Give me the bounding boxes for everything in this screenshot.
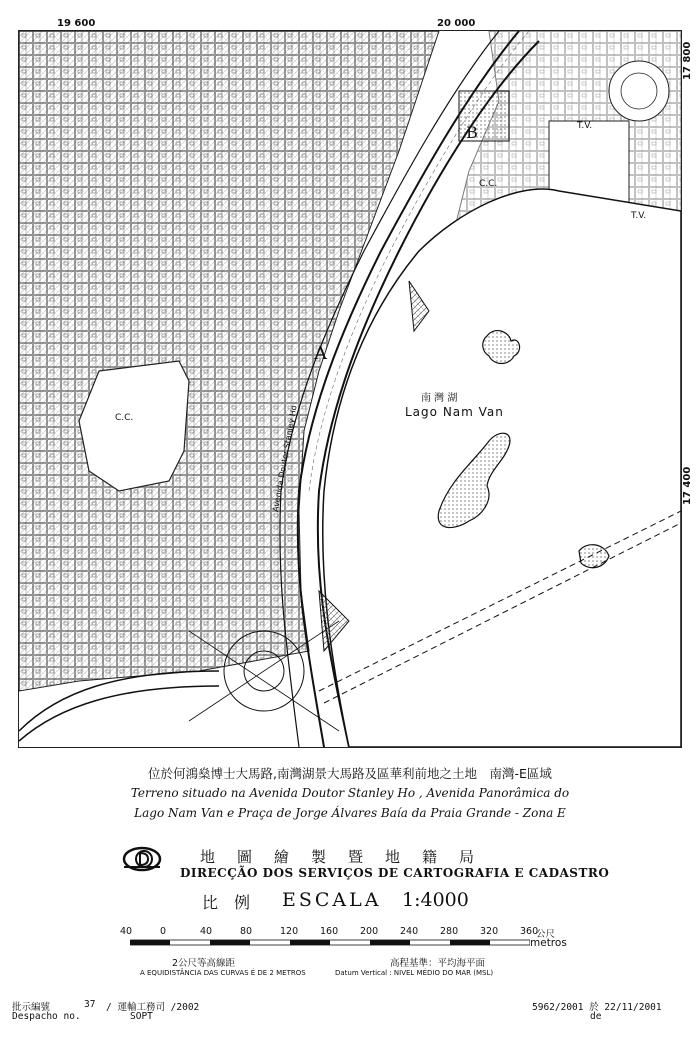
reference-number: 5962/2001 於 22/11/2001 (532, 1002, 662, 1013)
scale-tick-label: 280 (440, 926, 459, 937)
label-road: Avenida Doutor Stanley Ho (271, 404, 299, 513)
lake-label-pt: Lago Nam Van (405, 405, 504, 419)
datum-pt: Datum Vertical : NIVEL MÉDIO DO MAR (MSL) (335, 969, 494, 977)
lake-label-zh: 南 灣 湖 (421, 393, 458, 404)
caption-pt-line2: Lago Nam Van e Praça de Jorge Álvares Baía da Praia Grande - Zona E (134, 806, 566, 820)
scale-unit-pt: metros (530, 937, 567, 949)
lake-nam-van (323, 189, 681, 747)
map-drawing (19, 31, 681, 747)
grid-label-y-mid: 17 400 (682, 466, 693, 505)
scale-bar (120, 926, 540, 956)
scale-title-zh: 比 例 (202, 893, 251, 912)
scale-tick-label: 120 (280, 926, 299, 937)
scale-tick-label: 360 (520, 926, 539, 937)
contour-zh: 2公尺等高線距 (172, 958, 236, 969)
contour-pt: A EQUIDISTÂNCIA DAS CURVAS É DE 2 METROS (140, 969, 306, 977)
scale-tick-label: 0 (160, 926, 167, 937)
caption-pt-line1: Terreno situado na Avenida Doutor Stanley Ho , Avenida Panorâmica do (130, 786, 570, 800)
org-name-pt: DIRECÇÃO DOS SERVIÇOS DE CARTOGRAFIA E CADASTRO (180, 866, 610, 880)
reference-de: de (590, 1011, 602, 1022)
org-name-zh: 地圖繪製暨地籍局 (200, 848, 497, 866)
grid-label-x-east: 20 000 (437, 18, 476, 29)
dispatch-label-pt: Despacho no. (12, 1011, 81, 1022)
label-tv-1: T.V. (577, 121, 593, 131)
datum-zh: 高程基準：平均海平面 (390, 958, 486, 969)
label-cc-west: C.C. (115, 413, 134, 423)
dispatch-label-zh: 批示編號 (12, 1002, 51, 1013)
scale-tick-label: 80 (240, 926, 253, 937)
scale-tick-label: 320 (480, 926, 499, 937)
grid-label-x-west: 19 600 (57, 18, 96, 29)
cadastral-map[interactable] (18, 30, 682, 748)
scale-unit-zh: 公尺 (536, 929, 556, 940)
scale-title-label: ESCALA (282, 889, 382, 911)
label-tv-2: T.V. (631, 211, 647, 221)
dispatch-number: 37 (84, 999, 96, 1010)
label-cc-east: C.C. (479, 179, 498, 189)
marker-b: B (466, 123, 478, 142)
caption-zh: 位於何鴻燊博士大馬路,南灣湖景大馬路及區華利前地之土地 南灣-E區域 (148, 766, 552, 781)
scale-tick-label: 160 (320, 926, 339, 937)
dispatch-org: / 運輸工務司 /2002 (106, 1002, 200, 1013)
scale-tick-label: 240 (400, 926, 419, 937)
dscc-logo-icon (122, 843, 162, 875)
scale-tick-label: 40 (200, 926, 213, 937)
marker-a: A (314, 343, 327, 364)
scale-ratio: 1:4000 (402, 889, 469, 911)
scale-tick-label: 40 (120, 926, 133, 937)
scale-tick-label: 200 (360, 926, 379, 937)
sopt-label: SOPT (130, 1011, 153, 1022)
grid-label-y-north: 17 800 (682, 41, 693, 80)
area-cc-west (79, 361, 189, 491)
